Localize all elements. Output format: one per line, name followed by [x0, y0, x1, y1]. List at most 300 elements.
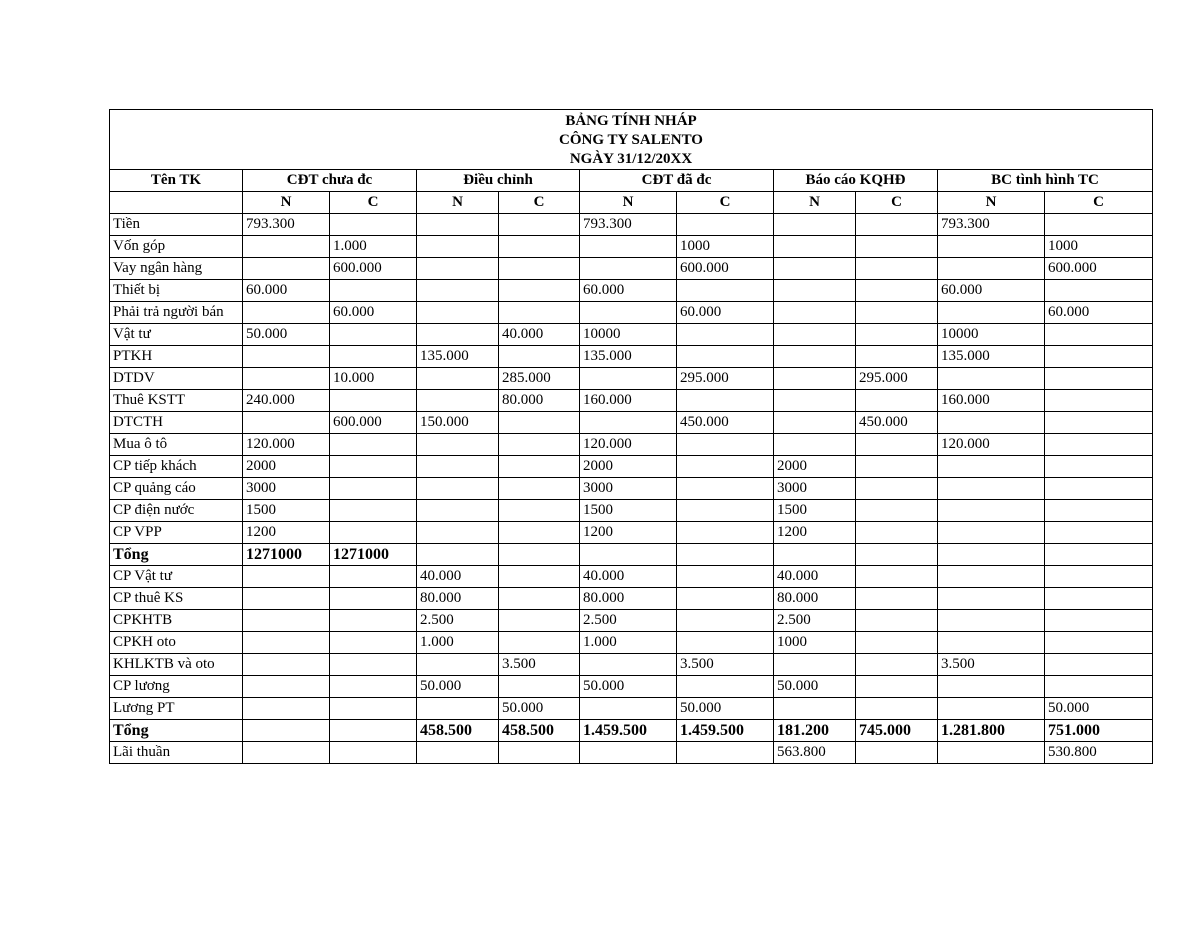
debit-cell: 120.000 [938, 434, 1045, 456]
debit-cell: 50.000 [243, 324, 330, 346]
account-name-cell: Tổng [110, 720, 243, 742]
debit-header: N [243, 192, 330, 214]
credit-cell [1045, 500, 1153, 522]
credit-cell [499, 676, 580, 698]
account-name-cell: Vật tư [110, 324, 243, 346]
credit-cell [1045, 412, 1153, 434]
credit-cell [856, 676, 938, 698]
debit-cell: 160.000 [938, 390, 1045, 412]
group-header: BC tình hình TC [938, 170, 1153, 192]
debit-cell: 40.000 [417, 566, 499, 588]
table-row [110, 434, 1153, 456]
credit-cell [330, 632, 417, 654]
credit-cell [677, 324, 774, 346]
credit-cell [1045, 456, 1153, 478]
account-name-cell: DTCTH [110, 412, 243, 434]
credit-cell: 1000 [1045, 236, 1153, 258]
credit-cell [677, 434, 774, 456]
debit-cell [243, 236, 330, 258]
debit-cell [774, 302, 856, 324]
debit-cell [580, 544, 677, 566]
credit-cell: 1271000 [330, 544, 417, 566]
credit-cell: 458.500 [499, 720, 580, 742]
debit-cell [417, 368, 499, 390]
debit-cell: 120.000 [580, 434, 677, 456]
debit-cell: 10000 [938, 324, 1045, 346]
debit-cell: 563.800 [774, 742, 856, 764]
credit-cell: 50.000 [499, 698, 580, 720]
debit-cell [417, 742, 499, 764]
debit-cell: 793.300 [580, 214, 677, 236]
debit-cell [938, 632, 1045, 654]
debit-header: N [938, 192, 1045, 214]
table-row [110, 302, 1153, 324]
credit-cell [1045, 280, 1153, 302]
debit-cell: 60.000 [243, 280, 330, 302]
credit-cell: 450.000 [856, 412, 938, 434]
debit-cell [580, 302, 677, 324]
debit-cell: 40.000 [774, 566, 856, 588]
title-row [110, 110, 1153, 170]
debit-cell [243, 698, 330, 720]
debit-cell [580, 654, 677, 676]
credit-cell: 1.000 [330, 236, 417, 258]
debit-cell: 1200 [580, 522, 677, 544]
debit-cell: 3000 [580, 478, 677, 500]
credit-cell [499, 544, 580, 566]
credit-cell: 450.000 [677, 412, 774, 434]
credit-cell [499, 258, 580, 280]
worksheet [109, 109, 1152, 764]
account-name-cell: CP VPP [110, 522, 243, 544]
account-name-cell: Lương PT [110, 698, 243, 720]
account-name-cell: CP điện nước [110, 500, 243, 522]
credit-cell: 600.000 [330, 412, 417, 434]
credit-cell: 50.000 [677, 698, 774, 720]
title-line: BẢNG TÍNH NHÁP [565, 113, 697, 129]
credit-cell [499, 588, 580, 610]
credit-cell: 751.000 [1045, 720, 1153, 742]
debit-cell [774, 280, 856, 302]
draft-worksheet-table [109, 109, 1153, 764]
credit-cell: 295.000 [677, 368, 774, 390]
table-title [110, 110, 1153, 170]
group-header-row [110, 170, 1153, 192]
debit-cell [417, 654, 499, 676]
total-row [110, 720, 1153, 742]
debit-cell: 1.000 [417, 632, 499, 654]
credit-cell [856, 324, 938, 346]
group-header: Báo cáo KQHĐ [774, 170, 938, 192]
debit-cell: 1500 [580, 500, 677, 522]
table-row [110, 500, 1153, 522]
debit-cell: 3000 [243, 478, 330, 500]
credit-cell [330, 720, 417, 742]
debit-cell [774, 368, 856, 390]
debit-cell: 1000 [774, 632, 856, 654]
credit-cell [330, 456, 417, 478]
account-name-cell: Tiền [110, 214, 243, 236]
debit-cell [938, 676, 1045, 698]
report-date: NGÀY 31/12/20XX [569, 151, 693, 167]
debit-cell [580, 412, 677, 434]
credit-cell: 40.000 [499, 324, 580, 346]
debit-cell: 120.000 [243, 434, 330, 456]
credit-cell [856, 544, 938, 566]
company-name: CÔNG TY SALENTO [559, 132, 703, 148]
group-header: Điều chỉnh [417, 170, 580, 192]
credit-header: C [330, 192, 417, 214]
total-row [110, 544, 1153, 566]
credit-cell [677, 588, 774, 610]
table-row [110, 698, 1153, 720]
debit-cell [774, 346, 856, 368]
debit-cell: 1200 [774, 522, 856, 544]
credit-cell [330, 588, 417, 610]
debit-cell [243, 610, 330, 632]
credit-cell [856, 742, 938, 764]
credit-cell: 3.500 [677, 654, 774, 676]
debit-cell [938, 698, 1045, 720]
credit-cell [330, 522, 417, 544]
credit-cell: 600.000 [677, 258, 774, 280]
debit-cell [243, 720, 330, 742]
debit-cell [417, 456, 499, 478]
debit-cell [243, 742, 330, 764]
credit-cell [330, 610, 417, 632]
debit-cell: 458.500 [417, 720, 499, 742]
debit-cell [774, 324, 856, 346]
credit-cell [499, 302, 580, 324]
credit-cell [1045, 588, 1153, 610]
credit-cell [677, 566, 774, 588]
debit-cell: 150.000 [417, 412, 499, 434]
account-name-cell: KHLKTB và oto [110, 654, 243, 676]
debit-cell [243, 368, 330, 390]
debit-cell: 135.000 [938, 346, 1045, 368]
credit-cell: 3.500 [499, 654, 580, 676]
debit-cell [774, 390, 856, 412]
credit-cell [856, 302, 938, 324]
debit-cell [774, 214, 856, 236]
credit-cell [856, 588, 938, 610]
debit-cell: 793.300 [243, 214, 330, 236]
credit-cell [499, 742, 580, 764]
account-name-cell: CP quảng cáo [110, 478, 243, 500]
debit-cell: 135.000 [580, 346, 677, 368]
account-name-cell: Phải trả người bán [110, 302, 243, 324]
account-name-cell: CP Vật tư [110, 566, 243, 588]
debit-cell: 1500 [243, 500, 330, 522]
table-row [110, 236, 1153, 258]
debit-cell [938, 236, 1045, 258]
credit-cell [330, 654, 417, 676]
credit-cell [856, 698, 938, 720]
debit-cell [938, 456, 1045, 478]
debit-cell [417, 698, 499, 720]
account-name-cell: CP tiếp khách [110, 456, 243, 478]
credit-cell [856, 632, 938, 654]
table-row [110, 654, 1153, 676]
credit-cell [499, 346, 580, 368]
debit-cell [938, 302, 1045, 324]
debit-cell: 2.500 [580, 610, 677, 632]
debit-cell [774, 698, 856, 720]
credit-cell [330, 324, 417, 346]
credit-cell [677, 522, 774, 544]
credit-header: C [856, 192, 938, 214]
credit-cell [856, 500, 938, 522]
debit-cell: 135.000 [417, 346, 499, 368]
account-name-cell: CP lương [110, 676, 243, 698]
debit-cell: 40.000 [580, 566, 677, 588]
debit-cell: 1271000 [243, 544, 330, 566]
debit-cell [774, 654, 856, 676]
account-name-cell: Tổng [110, 544, 243, 566]
credit-cell: 295.000 [856, 368, 938, 390]
debit-cell: 2000 [580, 456, 677, 478]
debit-cell [938, 412, 1045, 434]
debit-cell [774, 412, 856, 434]
debit-cell [417, 434, 499, 456]
credit-cell [499, 434, 580, 456]
credit-cell [499, 566, 580, 588]
debit-cell [417, 522, 499, 544]
credit-cell [330, 698, 417, 720]
table-row [110, 632, 1153, 654]
credit-cell [1045, 368, 1153, 390]
credit-cell [677, 544, 774, 566]
credit-cell [677, 214, 774, 236]
credit-cell [677, 346, 774, 368]
credit-cell: 600.000 [330, 258, 417, 280]
credit-cell [499, 522, 580, 544]
credit-cell [856, 258, 938, 280]
debit-cell: 160.000 [580, 390, 677, 412]
credit-cell [499, 236, 580, 258]
debit-cell: 50.000 [417, 676, 499, 698]
credit-cell [856, 478, 938, 500]
debit-cell [417, 544, 499, 566]
debit-cell [938, 544, 1045, 566]
group-header: CĐT đã đc [580, 170, 774, 192]
credit-cell [856, 236, 938, 258]
debit-cell: 1.000 [580, 632, 677, 654]
empty-header-cell [110, 192, 243, 214]
debit-cell [938, 522, 1045, 544]
credit-cell [677, 632, 774, 654]
debit-cell [243, 632, 330, 654]
credit-cell [330, 280, 417, 302]
credit-header: C [499, 192, 580, 214]
debit-cell: 60.000 [580, 280, 677, 302]
debit-cell: 2.500 [417, 610, 499, 632]
table-row [110, 258, 1153, 280]
debit-cell: 793.300 [938, 214, 1045, 236]
debit-header: N [580, 192, 677, 214]
credit-cell [499, 280, 580, 302]
credit-cell [1045, 214, 1153, 236]
table-row [110, 456, 1153, 478]
credit-cell [856, 434, 938, 456]
debit-cell [243, 654, 330, 676]
credit-cell [1045, 610, 1153, 632]
debit-cell [243, 566, 330, 588]
credit-cell [1045, 324, 1153, 346]
account-name-cell: CPKH oto [110, 632, 243, 654]
credit-cell [330, 566, 417, 588]
credit-cell: 745.000 [856, 720, 938, 742]
account-name-cell: CP thuê KS [110, 588, 243, 610]
account-name-cell: PTKH [110, 346, 243, 368]
debit-cell: 3000 [774, 478, 856, 500]
credit-cell: 600.000 [1045, 258, 1153, 280]
debit-cell [774, 544, 856, 566]
debit-cell: 2000 [243, 456, 330, 478]
debit-cell [417, 302, 499, 324]
credit-cell [499, 632, 580, 654]
debit-cell [938, 588, 1045, 610]
credit-cell [330, 434, 417, 456]
credit-cell [499, 214, 580, 236]
debit-cell [417, 236, 499, 258]
debit-cell: 3.500 [938, 654, 1045, 676]
debit-cell [580, 368, 677, 390]
credit-cell [677, 390, 774, 412]
credit-cell: 80.000 [499, 390, 580, 412]
credit-cell [499, 478, 580, 500]
credit-cell [330, 390, 417, 412]
debit-cell [417, 258, 499, 280]
credit-cell [330, 742, 417, 764]
account-name-cell: Mua ô tô [110, 434, 243, 456]
table-row [110, 588, 1153, 610]
credit-cell [677, 500, 774, 522]
table-row [110, 742, 1153, 764]
credit-cell: 50.000 [1045, 698, 1153, 720]
credit-cell [1045, 632, 1153, 654]
debit-header: N [417, 192, 499, 214]
credit-cell [330, 500, 417, 522]
credit-cell [330, 214, 417, 236]
debit-cell [580, 698, 677, 720]
credit-cell [856, 566, 938, 588]
debit-cell [243, 346, 330, 368]
credit-cell [499, 412, 580, 434]
table-row [110, 412, 1153, 434]
credit-cell [856, 280, 938, 302]
debit-cell: 1.459.500 [580, 720, 677, 742]
table-body [110, 214, 1153, 764]
debit-cell: 181.200 [774, 720, 856, 742]
credit-cell: 530.800 [1045, 742, 1153, 764]
credit-cell [330, 346, 417, 368]
debit-cell: 1500 [774, 500, 856, 522]
credit-cell [1045, 522, 1153, 544]
debit-cell: 60.000 [938, 280, 1045, 302]
table-row [110, 280, 1153, 302]
debit-cell [938, 500, 1045, 522]
debit-header: N [774, 192, 856, 214]
debit-cell: 2000 [774, 456, 856, 478]
credit-cell [856, 654, 938, 676]
account-name-cell: Vốn góp [110, 236, 243, 258]
account-name-cell: CPKHTB [110, 610, 243, 632]
account-name-cell: Lãi thuần [110, 742, 243, 764]
debit-cell [243, 302, 330, 324]
credit-cell [677, 456, 774, 478]
debit-cell: 80.000 [580, 588, 677, 610]
debit-cell [938, 478, 1045, 500]
credit-cell [1045, 434, 1153, 456]
credit-cell [856, 456, 938, 478]
credit-cell: 60.000 [677, 302, 774, 324]
debit-cell: 50.000 [580, 676, 677, 698]
debit-cell [243, 258, 330, 280]
debit-cell [243, 588, 330, 610]
credit-cell [677, 610, 774, 632]
credit-header: C [677, 192, 774, 214]
credit-cell [856, 522, 938, 544]
debit-cell [417, 324, 499, 346]
credit-cell [499, 500, 580, 522]
table-row [110, 368, 1153, 390]
credit-cell: 10.000 [330, 368, 417, 390]
debit-cell: 10000 [580, 324, 677, 346]
credit-cell [677, 742, 774, 764]
debit-cell: 80.000 [417, 588, 499, 610]
account-name-header: Tên TK [110, 170, 243, 192]
debit-cell [938, 742, 1045, 764]
account-name-cell: Thiết bị [110, 280, 243, 302]
credit-cell [499, 610, 580, 632]
debit-cell [938, 566, 1045, 588]
debit-cell [417, 478, 499, 500]
debit-cell [417, 500, 499, 522]
credit-cell [330, 478, 417, 500]
debit-cell [417, 390, 499, 412]
debit-cell: 80.000 [774, 588, 856, 610]
credit-cell [677, 280, 774, 302]
table-row [110, 346, 1153, 368]
account-name-cell: DTDV [110, 368, 243, 390]
credit-cell [1045, 544, 1153, 566]
credit-cell [1045, 346, 1153, 368]
sub-header-row [110, 192, 1153, 214]
debit-cell [580, 258, 677, 280]
credit-cell: 60.000 [330, 302, 417, 324]
table-row [110, 610, 1153, 632]
credit-cell [856, 214, 938, 236]
table-row [110, 522, 1153, 544]
credit-cell: 1000 [677, 236, 774, 258]
table-row [110, 566, 1153, 588]
debit-cell [417, 214, 499, 236]
table-row [110, 676, 1153, 698]
credit-cell [1045, 654, 1153, 676]
credit-cell [1045, 566, 1153, 588]
group-header: CĐT chưa đc [243, 170, 417, 192]
debit-cell: 2.500 [774, 610, 856, 632]
debit-cell [580, 236, 677, 258]
credit-cell [856, 390, 938, 412]
account-name-cell: Vay ngân hàng [110, 258, 243, 280]
credit-cell [499, 456, 580, 478]
account-name-cell: Thuê KSTT [110, 390, 243, 412]
credit-header: C [1045, 192, 1153, 214]
debit-cell [938, 368, 1045, 390]
credit-cell [856, 610, 938, 632]
